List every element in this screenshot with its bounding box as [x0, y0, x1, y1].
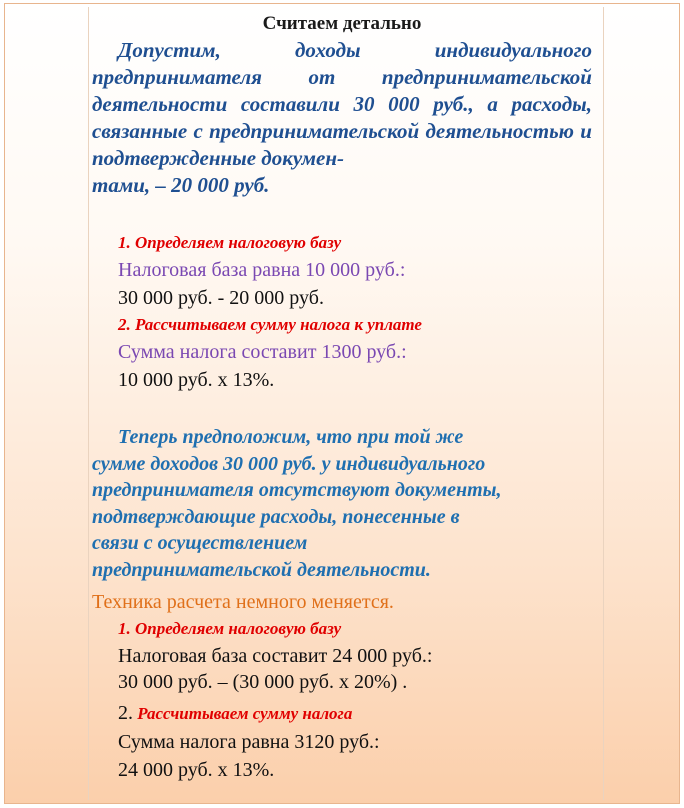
case2-step2-heading	[118, 702, 352, 725]
case2-tax-text: Сумма налога равна 3120 руб.:	[118, 731, 380, 753]
case2-step2-number: 2.	[118, 702, 133, 724]
intro-line: тами, – 20 000 руб.	[92, 173, 270, 197]
case2-base-text: Налоговая база составит 24 000 руб.:	[118, 645, 433, 667]
para2-line: сумме доходов 30 000 руб. у индивидуального	[92, 452, 486, 475]
second-paragraph	[92, 424, 602, 583]
case2-step2-label: Рассчитываем сумму налога	[137, 704, 353, 723]
case1-tax-calc: 10 000 руб. х 13%.	[118, 369, 275, 391]
para2-line: предпринимателя отсутствуют документы,	[92, 479, 502, 501]
intro-line: Допустим, доходы индивидуального	[118, 38, 592, 62]
intro-block	[92, 12, 592, 199]
case2-tax-calc: 24 000 руб. х 13%.	[118, 759, 275, 781]
case1-base-text: Налоговая база равна 10 000 руб.:	[118, 259, 406, 281]
para2-line: связи с осуществлением	[92, 532, 308, 554]
intro-paragraph	[92, 37, 592, 199]
right-margin-line	[603, 7, 604, 800]
intro-line: деятельности составили 30 000 руб., а	[92, 92, 498, 116]
case1-base-calc: 30 000 руб. - 20 000 руб.	[118, 287, 324, 309]
case2-step1-heading: 1. Определяем налоговую базу	[118, 619, 342, 638]
para2-line: предпринимательской деятельности.	[92, 558, 431, 581]
case2-base-calc: 30 000 руб. – (30 000 руб. х 20%) .	[118, 671, 408, 693]
para2-line: Теперь предположим, что при той же	[118, 426, 464, 448]
para2-line: подтверждающие расходы, понесенные в	[92, 505, 460, 528]
case1-step2-heading: 2. Рассчитываем сумму налога к уплате	[118, 315, 422, 334]
case1-step1-heading: 1. Определяем налоговую базу	[118, 233, 342, 252]
page-title: Считаем детально	[262, 13, 422, 34]
technique-note: Техника расчета немного меняется.	[92, 591, 394, 613]
intro-line: предпринимателя от предпринимательской	[92, 65, 592, 89]
left-margin-line	[88, 7, 89, 800]
intro-line: деятельностью и подтвержденные докумен-	[92, 119, 592, 170]
intro-line: расходы, связанные с предпринимательской	[92, 92, 592, 143]
case1-tax-text: Сумма налога составит 1300 руб.:	[118, 341, 407, 363]
